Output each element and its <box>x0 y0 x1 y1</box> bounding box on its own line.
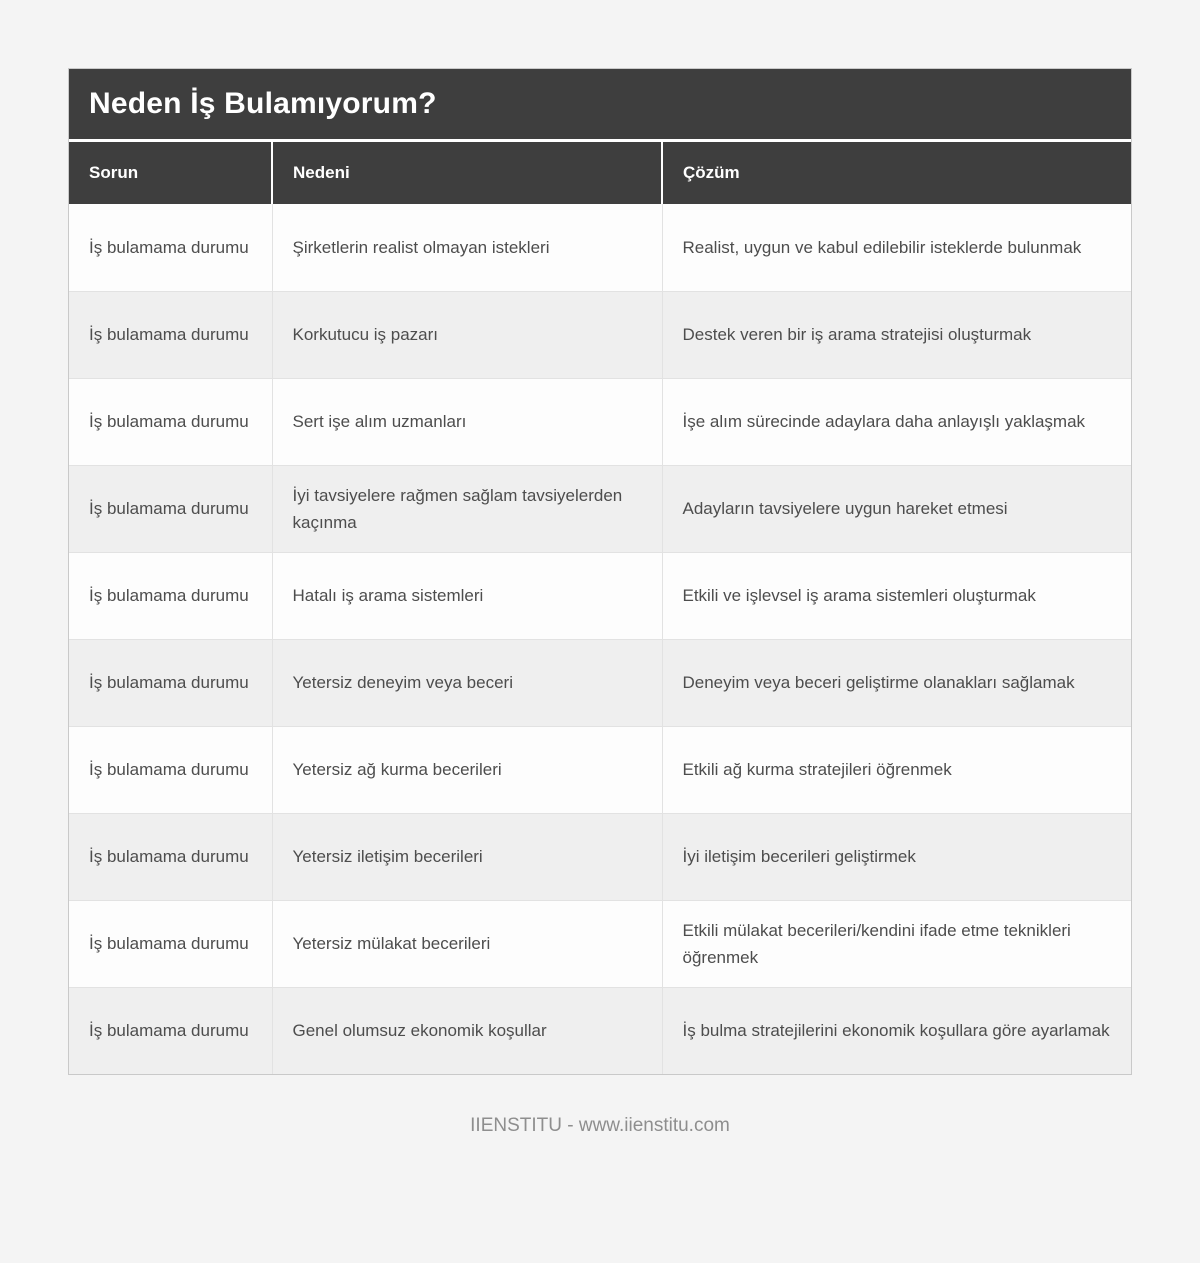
cell-cozum: Deneyim veya beceri geliştirme olanakları sağlamak <box>662 639 1131 726</box>
cell-sorun: İş bulamama durumu <box>69 204 272 291</box>
cell-nedeni: Korkutucu iş pazarı <box>272 291 662 378</box>
cell-nedeni: Yetersiz deneyim veya beceri <box>272 639 662 726</box>
cell-cozum: Etkili mülakat becerileri/kendini ifade etme teknikleri öğrenmek <box>662 900 1131 987</box>
cell-nedeni: Yetersiz mülakat becerileri <box>272 900 662 987</box>
cell-cozum: İş bulma stratejilerini ekonomik koşullara göre ayarlamak <box>662 987 1131 1074</box>
table-row <box>69 813 1131 900</box>
table-header-row <box>69 142 1131 204</box>
table-row <box>69 465 1131 552</box>
cell-nedeni: Hatalı iş arama sistemleri <box>272 552 662 639</box>
cell-cozum: Destek veren bir iş arama stratejisi oluşturmak <box>662 291 1131 378</box>
table-row <box>69 291 1131 378</box>
cell-cozum: İyi iletişim becerileri geliştirmek <box>662 813 1131 900</box>
cell-sorun: İş bulamama durumu <box>69 465 272 552</box>
cell-nedeni: Sert işe alım uzmanları <box>272 378 662 465</box>
job-table-card <box>68 68 1132 1075</box>
cell-nedeni: Şirketlerin realist olmayan istekleri <box>272 204 662 291</box>
table-row <box>69 378 1131 465</box>
column-header-nedeni: Nedeni <box>272 142 662 204</box>
cell-sorun: İş bulamama durumu <box>69 987 272 1074</box>
cell-sorun: İş bulamama durumu <box>69 291 272 378</box>
table-row <box>69 900 1131 987</box>
cell-sorun: İş bulamama durumu <box>69 900 272 987</box>
column-header-sorun: Sorun <box>69 142 272 204</box>
cell-cozum: Etkili ve işlevsel iş arama sistemleri oluşturmak <box>662 552 1131 639</box>
cell-cozum: Etkili ağ kurma stratejileri öğrenmek <box>662 726 1131 813</box>
table-row <box>69 204 1131 291</box>
table-row <box>69 726 1131 813</box>
cell-nedeni: İyi tavsiyelere rağmen sağlam tavsiyelerden kaçınma <box>272 465 662 552</box>
cell-nedeni: Yetersiz ağ kurma becerileri <box>272 726 662 813</box>
table-row <box>69 987 1131 1074</box>
table-row <box>69 552 1131 639</box>
cell-cozum: İşe alım sürecinde adaylara daha anlayışlı yaklaşmak <box>662 378 1131 465</box>
cell-sorun: İş bulamama durumu <box>69 726 272 813</box>
cell-nedeni: Genel olumsuz ekonomik koşullar <box>272 987 662 1074</box>
cell-sorun: İş bulamama durumu <box>69 639 272 726</box>
cell-nedeni: Yetersiz iletişim becerileri <box>272 813 662 900</box>
cell-sorun: İş bulamama durumu <box>69 813 272 900</box>
cell-cozum: Adayların tavsiyelere uygun hareket etmesi <box>662 465 1131 552</box>
cell-sorun: İş bulamama durumu <box>69 552 272 639</box>
cell-cozum: Realist, uygun ve kabul edilebilir isteklerde bulunmak <box>662 204 1131 291</box>
cell-sorun: İş bulamama durumu <box>69 378 272 465</box>
reasons-table <box>69 142 1131 1074</box>
page-title: Neden İş Bulamıyorum? <box>69 69 1131 139</box>
table-row <box>69 639 1131 726</box>
footer-credit: IIENSTITU - www.iienstitu.com <box>470 1115 730 1136</box>
column-header-cozum: Çözüm <box>662 142 1131 204</box>
table-body <box>69 204 1131 1074</box>
